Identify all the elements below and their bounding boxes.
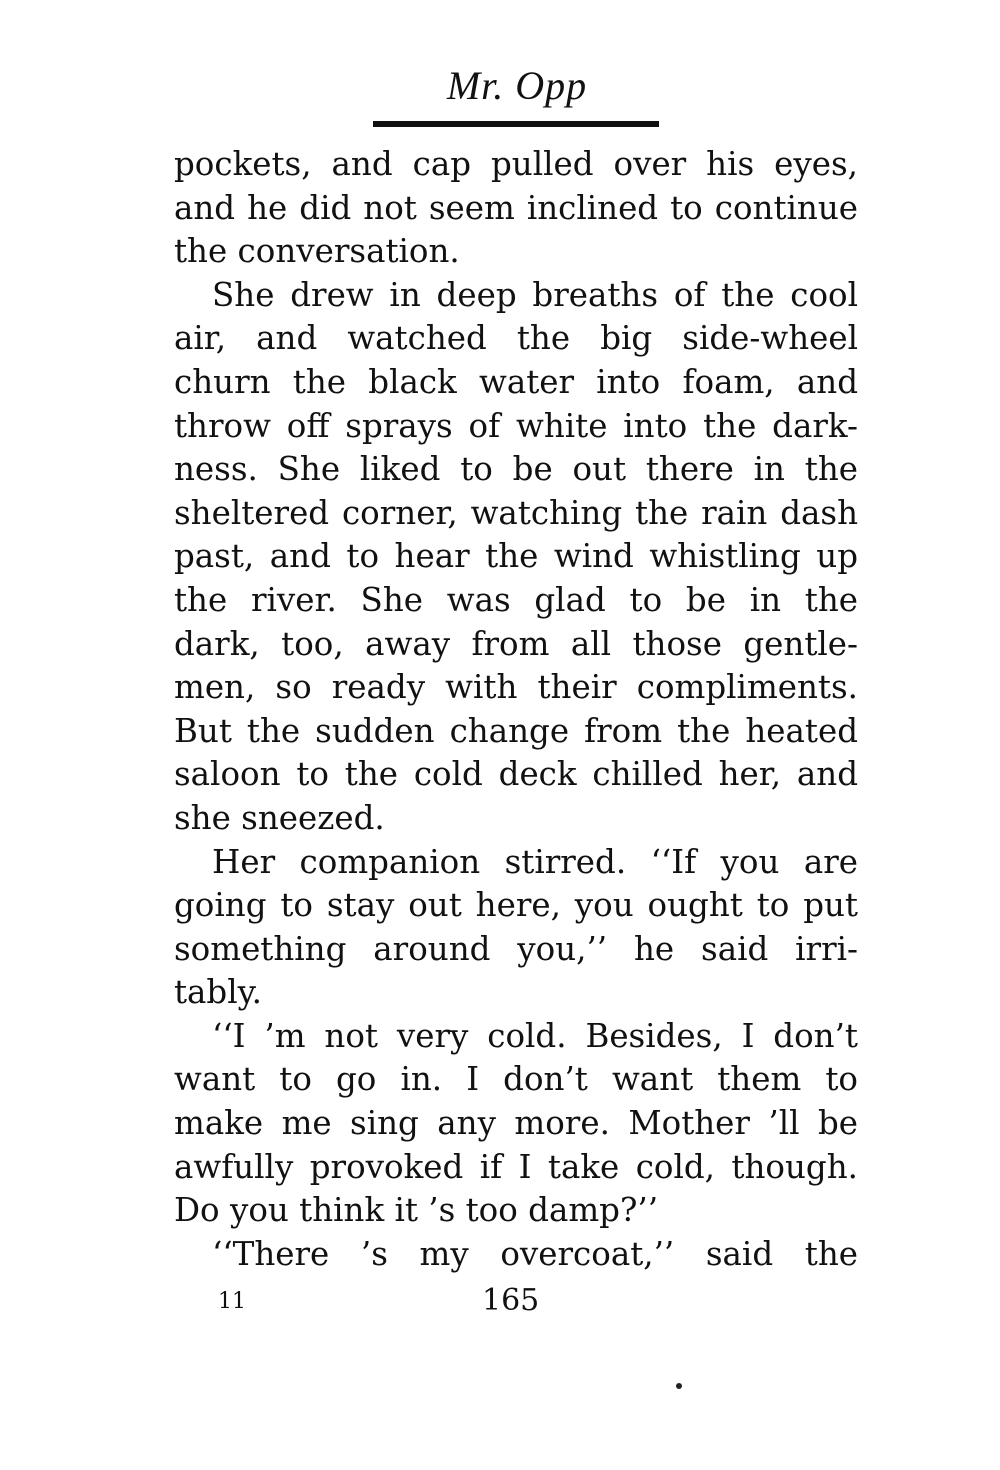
text-line: want to go in. I don’t want them to: [174, 1060, 858, 1099]
text-line: the river. She was glad to be in the: [174, 580, 858, 619]
paragraph: [174, 1233, 858, 1277]
text-line: ‘‘There ’s my overcoat,’’ said the: [212, 1234, 858, 1273]
text-line: make me sing any more. Mother ’ll be: [174, 1104, 858, 1143]
header-rule: [373, 121, 659, 127]
text-line: something around you,’’ he said irri-: [174, 929, 858, 968]
text-line: men, so ready with their compliments.: [174, 668, 858, 707]
text-line: she sneezed.: [174, 798, 385, 837]
text-line: churn the black water into foam, and: [174, 362, 858, 401]
text-line: tably.: [174, 973, 263, 1012]
paragraph: [174, 274, 858, 841]
text-line: But the sudden change from the heated: [174, 711, 858, 750]
signature-mark: 11: [218, 1289, 246, 1314]
text-line: past, and to hear the wind whistling up: [174, 537, 858, 576]
ink-speck: [676, 1383, 682, 1389]
text-line: sheltered corner, watching the rain dash: [174, 493, 858, 532]
text-line: and he did not seem inclined to continue: [174, 188, 858, 227]
page-footer: [0, 1283, 1000, 1323]
text-line: awfully provoked if I take cold, though.: [174, 1147, 858, 1186]
page-number: 165: [482, 1283, 540, 1318]
text-line: ness. She liked to be out there in the: [174, 450, 858, 489]
text-line: ‘‘I ’m not very cold. Besides, I don’t: [212, 1016, 858, 1055]
paragraph: [174, 143, 858, 274]
text-line: the conversation.: [174, 232, 460, 271]
text-line: Her companion stirred. ‘‘If you are: [212, 842, 858, 881]
text-line: saloon to the cold deck chilled her, and: [174, 755, 858, 794]
text-line: Do you think it ’s too damp?’’: [174, 1191, 659, 1230]
paragraph: [174, 841, 858, 1015]
text-line: dark, too, away from all those gentle-: [174, 624, 858, 663]
text-line: She drew in deep breaths of the cool: [212, 275, 858, 314]
text-line: pockets, and cap pulled over his eyes,: [174, 145, 858, 183]
running-head: Mr. Opp: [446, 63, 588, 108]
text-line: throw off sprays of white into the dark-: [174, 406, 858, 445]
text-line: air, and watched the big side-wheel: [174, 319, 858, 358]
paragraph: [174, 1015, 858, 1233]
body-text: [174, 143, 858, 1276]
text-line: going to stay out here, you ought to put: [174, 886, 858, 925]
